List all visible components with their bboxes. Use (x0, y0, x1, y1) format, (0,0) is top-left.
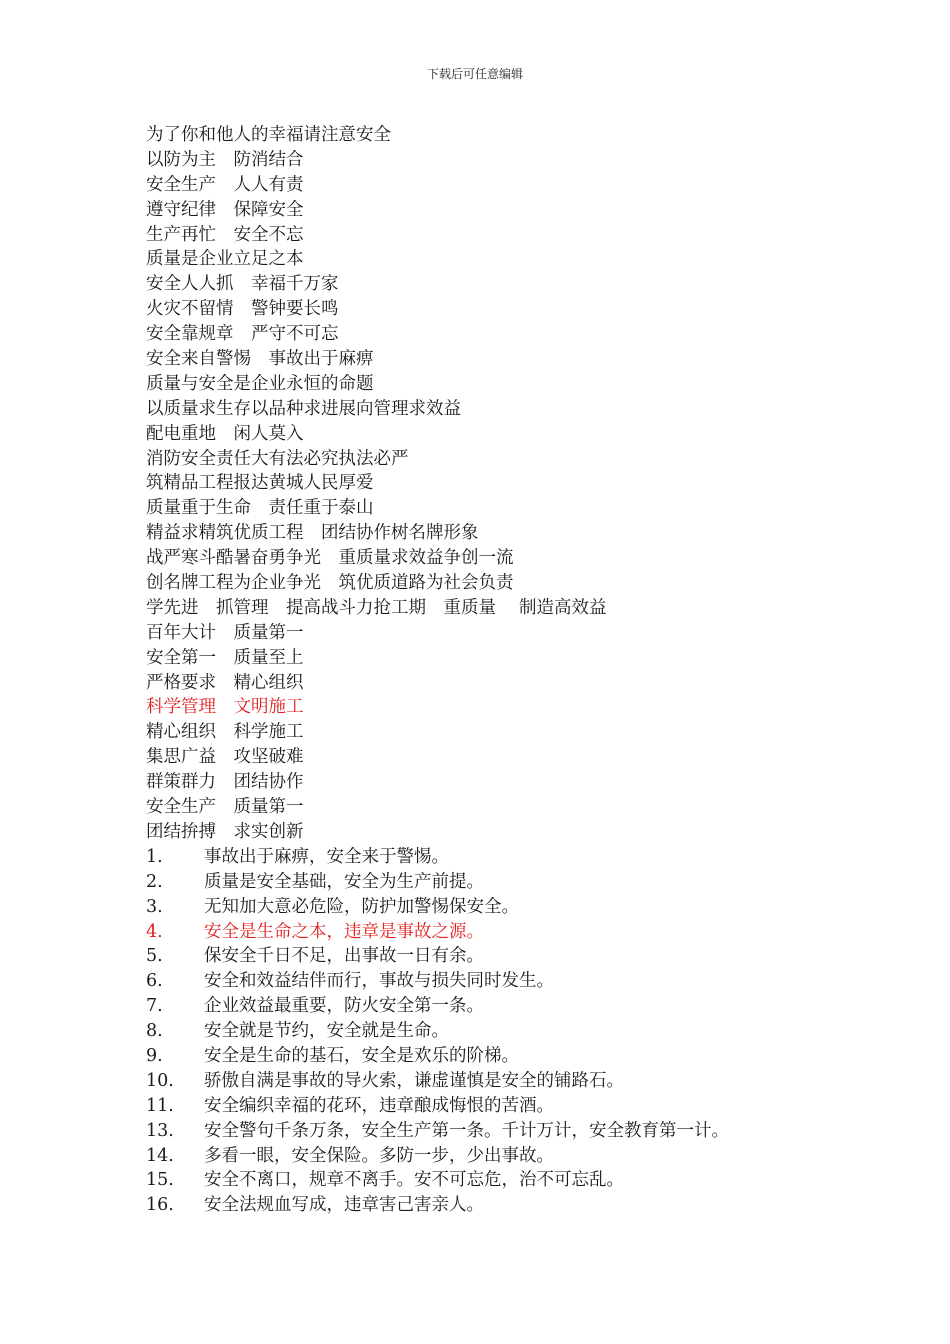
slogan-line: 集思广益 攻坚破难 (146, 747, 304, 768)
slogan-line: 以防为主 防消结合 (146, 149, 304, 170)
slogan-line: 精心组织 科学施工 (146, 722, 304, 743)
numbered-item (146, 1069, 866, 1094)
numbered-item (146, 895, 866, 920)
item-text: 事故出于麻痹，安全来于警惕。 (204, 846, 449, 867)
item-number: 6. (146, 971, 163, 992)
slogan-line: 质量是企业立足之本 (146, 249, 304, 270)
item-number: 9. (146, 1045, 163, 1066)
slogan-line: 团结拚搏 求实创新 (146, 821, 304, 842)
slogan-line-highlighted: 科学管理 文明施工 (146, 697, 304, 718)
item-text: 无知加大意必危险，防护加警惕保安全。 (204, 896, 519, 917)
slogan-line: 生产再忙 安全不忘 (146, 224, 304, 245)
slogan-line: 安全人人抓 幸福千万家 (146, 274, 339, 295)
item-number: 7. (146, 996, 163, 1017)
numbered-item (146, 994, 866, 1019)
numbered-item (146, 944, 866, 969)
item-number: 11. (146, 1095, 174, 1116)
slogan-line: 火灾不留情 警钟要长鸣 (146, 299, 339, 320)
slogan-line: 以质量求生存以品种求进展向管理求效益 (146, 398, 461, 419)
slogan-line: 配电重地 闲人莫入 (146, 423, 304, 444)
item-text: 企业效益最重要，防火安全第一条。 (204, 996, 484, 1017)
slogan-line: 安全生产 人人有责 (146, 174, 304, 195)
numbered-item (146, 1094, 866, 1119)
item-text: 保安全千日不足，出事故一日有余。 (204, 946, 484, 967)
numbered-item (146, 1044, 866, 1069)
slogan-line: 严格要求 精心组织 (146, 672, 304, 693)
item-text: 多看一眼，安全保险。多防一步，少出事故。 (204, 1145, 554, 1166)
item-number: 2. (146, 871, 163, 892)
item-text: 骄傲自满是事故的导火索，谦虚谨慎是安全的铺路石。 (204, 1070, 624, 1091)
numbered-item (146, 1193, 866, 1218)
item-number: 3. (146, 896, 163, 917)
item-number: 13. (146, 1120, 174, 1141)
numbered-item (146, 969, 866, 994)
item-text: 安全是生命的基石，安全是欢乐的阶梯。 (204, 1045, 519, 1066)
slogan-line: 质量重于生命 责任重于泰山 (146, 498, 374, 519)
numbered-item (146, 1144, 866, 1169)
slogan-line: 质量与安全是企业永恒的命题 (146, 373, 374, 394)
slogan-line: 学先进 抓管理 提高战斗力抢工期 重质量 制造高效益 (146, 597, 607, 618)
slogan-line: 安全生产 质量第一 (146, 797, 304, 818)
item-text: 安全编织幸福的花环，违章酿成悔恨的苦酒。 (204, 1095, 554, 1116)
item-text: 安全法规血写成，违章害己害亲人。 (204, 1195, 484, 1216)
slogan-line: 创名牌工程为企业争光 筑优质道路为社会负责 (146, 573, 514, 594)
slogan-line: 安全第一 质量至上 (146, 647, 304, 668)
item-number: 16. (146, 1195, 174, 1216)
item-number: 1. (146, 846, 163, 867)
slogan-line: 战严寒斗酷暑奋勇争光 重质量求效益争创一流 (146, 548, 514, 569)
item-text: 安全是生命之本，违章是事故之源。 (204, 921, 484, 942)
slogan-line: 群策群力 团结协作 (146, 772, 304, 793)
item-number: 4. (146, 921, 163, 942)
slogan-line: 遵守纪律 保障安全 (146, 199, 304, 220)
document-body (146, 123, 866, 1218)
slogan-line: 百年大计 质量第一 (146, 622, 304, 643)
item-number: 10. (146, 1070, 174, 1091)
numbered-item (146, 870, 866, 895)
item-number: 5. (146, 946, 163, 967)
item-text: 安全和效益结伴而行，事故与损失同时发生。 (204, 971, 554, 992)
slogan-line: 消防安全责任大有法必究执法必严 (146, 448, 409, 469)
numbered-item (146, 845, 866, 870)
slogan-line: 精益求精筑优质工程 团结协作树名牌形象 (146, 523, 479, 544)
item-text: 质量是安全基础，安全为生产前提。 (204, 871, 484, 892)
item-number: 15. (146, 1170, 174, 1191)
numbered-item (146, 1019, 866, 1044)
page-header-note: 下载后可任意编辑 (426, 67, 523, 81)
numbered-item-highlighted (146, 920, 866, 945)
numbered-item (146, 1168, 866, 1193)
item-text: 安全就是节约，安全就是生命。 (204, 1021, 449, 1042)
slogan-line: 安全来自警惕 事故出于麻痹 (146, 349, 374, 370)
item-text: 安全不离口，规章不离手。安不可忘危，治不可忘乱。 (204, 1170, 624, 1191)
item-number: 14. (146, 1145, 174, 1166)
slogan-line: 筑精品工程报达黄城人民厚爱 (146, 473, 374, 494)
item-number: 8. (146, 1021, 163, 1042)
slogan-line: 为了你和他人的幸福请注意安全 (146, 125, 391, 145)
slogan-line: 安全靠规章 严守不可忘 (146, 324, 339, 345)
numbered-item (146, 1119, 866, 1144)
item-text: 安全警句千条万条，安全生产第一条。千计万计，安全教育第一计。 (204, 1120, 729, 1141)
